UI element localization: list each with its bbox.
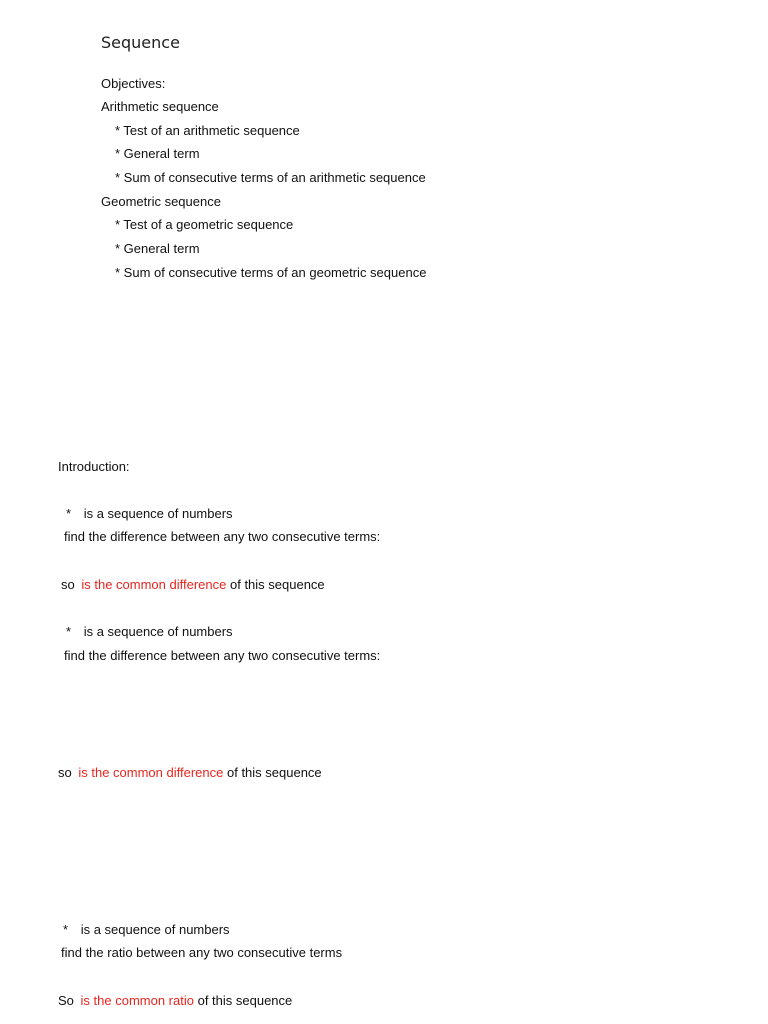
block2-instruction: find the difference between any two consecutive terms: bbox=[64, 648, 381, 663]
conclusion-suffix: of this sequence bbox=[197, 993, 293, 1008]
objectives-heading: Objectives: bbox=[101, 76, 166, 91]
block3-statement bbox=[63, 922, 230, 938]
block1-conclusion bbox=[61, 577, 325, 593]
conclusion-prefix: so bbox=[58, 765, 72, 780]
geometric-item-1: * Test of a geometric sequence bbox=[115, 217, 294, 232]
conclusion-prefix: So bbox=[58, 993, 74, 1008]
statement-text: is a sequence of numbers bbox=[83, 624, 233, 639]
block3-instruction: find the ratio between any two consecutive terms bbox=[61, 945, 343, 960]
block2-statement bbox=[66, 624, 233, 640]
geometric-item-2: * General term bbox=[115, 241, 200, 256]
bullet-marker: * bbox=[66, 624, 72, 639]
statement-text: is a sequence of numbers bbox=[80, 922, 230, 937]
common-ratio-highlight: is the common ratio bbox=[80, 993, 194, 1008]
block1-statement bbox=[66, 506, 233, 522]
bullet-marker: * bbox=[63, 922, 69, 937]
conclusion-suffix: of this sequence bbox=[226, 765, 322, 780]
arithmetic-item-3: * Sum of consecutive terms of an arithmetic sequence bbox=[115, 170, 426, 185]
common-difference-highlight: is the common difference bbox=[78, 765, 224, 780]
conclusion-prefix: so bbox=[61, 577, 75, 592]
arithmetic-heading: Arithmetic sequence bbox=[101, 99, 219, 114]
block3-conclusion bbox=[58, 993, 292, 1009]
page-title: Sequence bbox=[101, 33, 180, 52]
common-difference-highlight: is the common difference bbox=[81, 577, 227, 592]
introduction-heading: Introduction: bbox=[58, 459, 130, 474]
block1-instruction: find the difference between any two consecutive terms: bbox=[64, 529, 381, 544]
bullet-marker: * bbox=[66, 506, 72, 521]
arithmetic-item-1: * Test of an arithmetic sequence bbox=[115, 123, 300, 138]
conclusion-suffix: of this sequence bbox=[229, 577, 325, 592]
arithmetic-item-2: * General term bbox=[115, 146, 200, 161]
statement-text: is a sequence of numbers bbox=[83, 506, 233, 521]
geometric-item-3: * Sum of consecutive terms of an geometric sequence bbox=[115, 265, 427, 280]
block2-conclusion bbox=[58, 765, 322, 781]
geometric-heading: Geometric sequence bbox=[101, 194, 221, 209]
